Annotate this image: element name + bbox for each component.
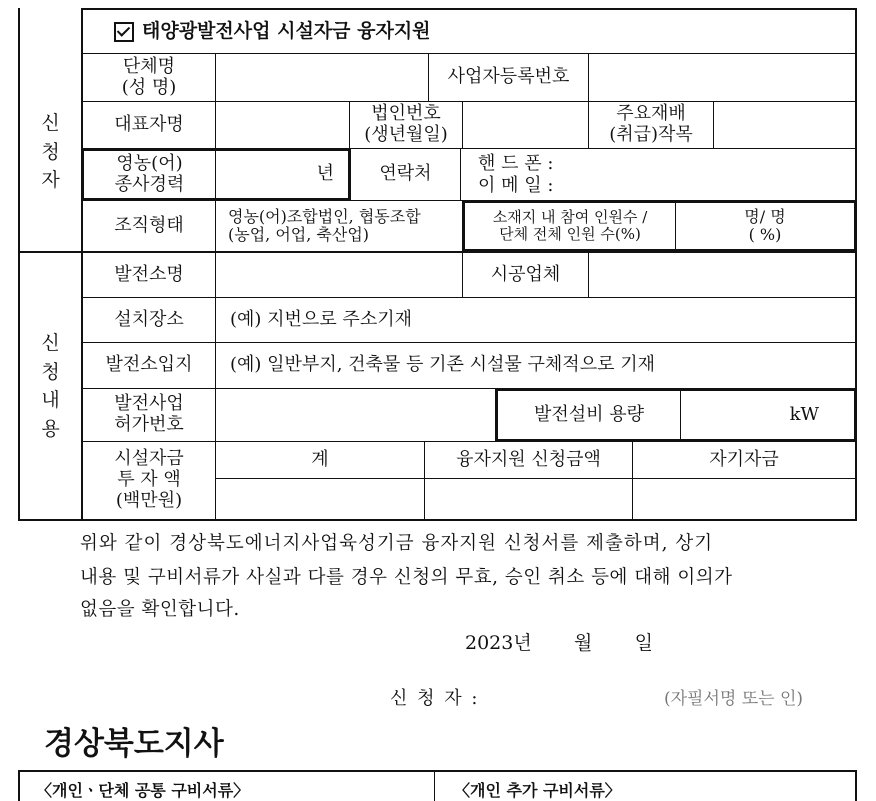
capacity-field[interactable]: [681, 391, 853, 439]
install-field[interactable]: (예) 지번으로 주소기재: [230, 308, 412, 330]
statement-line-3: 없음을 확인합니다.: [80, 599, 240, 620]
corp-no-field[interactable]: [463, 102, 588, 148]
rep-name-field[interactable]: [216, 102, 349, 148]
phone-label: 핸 드 폰 :: [478, 153, 554, 174]
org-type-label: 조직형태: [114, 214, 184, 236]
capacity-unit: kW: [789, 403, 819, 425]
permit-label: 발전사업 허가번호: [114, 393, 184, 435]
checkbox-checked-icon[interactable]: [114, 22, 134, 42]
own-header: 자기자금: [709, 448, 779, 470]
capacity-label: 발전설비 용량: [533, 403, 645, 425]
individual-docs-header: 〈개인 추가 구비서류〉: [454, 781, 621, 800]
statement-line-2: 내용 및 구비서류가 사실과 다를 경우 신청의 무효, 승인 취소 등에 대해 이의가: [80, 567, 733, 588]
plant-name-field[interactable]: [216, 253, 462, 297]
applicant-sign-label: 신 청 자 :: [390, 688, 480, 709]
career-unit: 년: [316, 163, 334, 185]
org-name-field[interactable]: [216, 54, 428, 101]
contact-fields: [478, 150, 848, 200]
signature-field[interactable]: (자필서명 또는 인): [664, 689, 804, 709]
invest-label: 시설자금 투 자 액 (백만원): [114, 448, 184, 511]
ratio-label: 소재지 내 참여 인원수 / 단체 전체 인원 수(%): [492, 207, 648, 243]
permit-field[interactable]: [216, 389, 495, 441]
site-label: 발전소입지: [105, 354, 193, 376]
common-docs-header: 〈개인ㆍ단체 공통 구비서류〉: [36, 781, 250, 800]
contractor-field[interactable]: [589, 253, 855, 297]
total-header: 계: [311, 448, 329, 470]
biz-reg-field[interactable]: [589, 54, 855, 101]
loan-field[interactable]: [425, 479, 632, 519]
career-field[interactable]: [216, 150, 348, 199]
corp-no-label: 법인번호 (생년월일): [364, 103, 448, 145]
install-label: 설치장소: [114, 308, 184, 330]
email-label: 이 메 일 :: [478, 175, 554, 196]
program-title-text: 태양광발전사업 시설자금 융자지원: [142, 19, 431, 42]
ratio-field[interactable]: 명/ 명 ( %): [744, 206, 786, 244]
biz-reg-label: 사업자등록번호: [447, 66, 570, 88]
career-label: 영농(어) 종사경력: [114, 152, 185, 195]
site-field[interactable]: (예) 일반부지, 건축물 등 기존 시설물 구체적으로 기재: [230, 354, 655, 376]
section-content: 신 청 내 용: [41, 332, 60, 440]
email-field[interactable]: [478, 175, 838, 197]
loan-header: 융자지원 신청금액: [456, 448, 601, 470]
contact-label: 연락처: [379, 163, 432, 185]
date-line: 2023년 월 일: [465, 632, 653, 654]
program-title: [100, 10, 600, 53]
rep-name-label: 대표자명: [114, 113, 184, 135]
total-field[interactable]: [216, 479, 424, 519]
statement-line-1: 위와 같이 경상북도에너지사업육성기금 융자지원 신청서를 제출하며, 상기: [80, 533, 714, 554]
section-applicant: 신 청 자: [41, 112, 60, 192]
phone-field[interactable]: [478, 153, 838, 175]
recipient-title: 경상북도지사: [44, 726, 224, 762]
org-type-value: 영농(어)조합법인, 협동조합 (농업, 어업, 축산업): [228, 206, 421, 244]
plant-name-label: 발전소명: [114, 263, 184, 285]
org-name-label: 단체명 (성 명): [121, 55, 177, 98]
contractor-label: 시공업체: [490, 263, 561, 285]
crop-field[interactable]: [714, 102, 855, 148]
own-field[interactable]: [633, 479, 855, 519]
crop-label: 주요재배 (취급)작목: [609, 103, 693, 145]
